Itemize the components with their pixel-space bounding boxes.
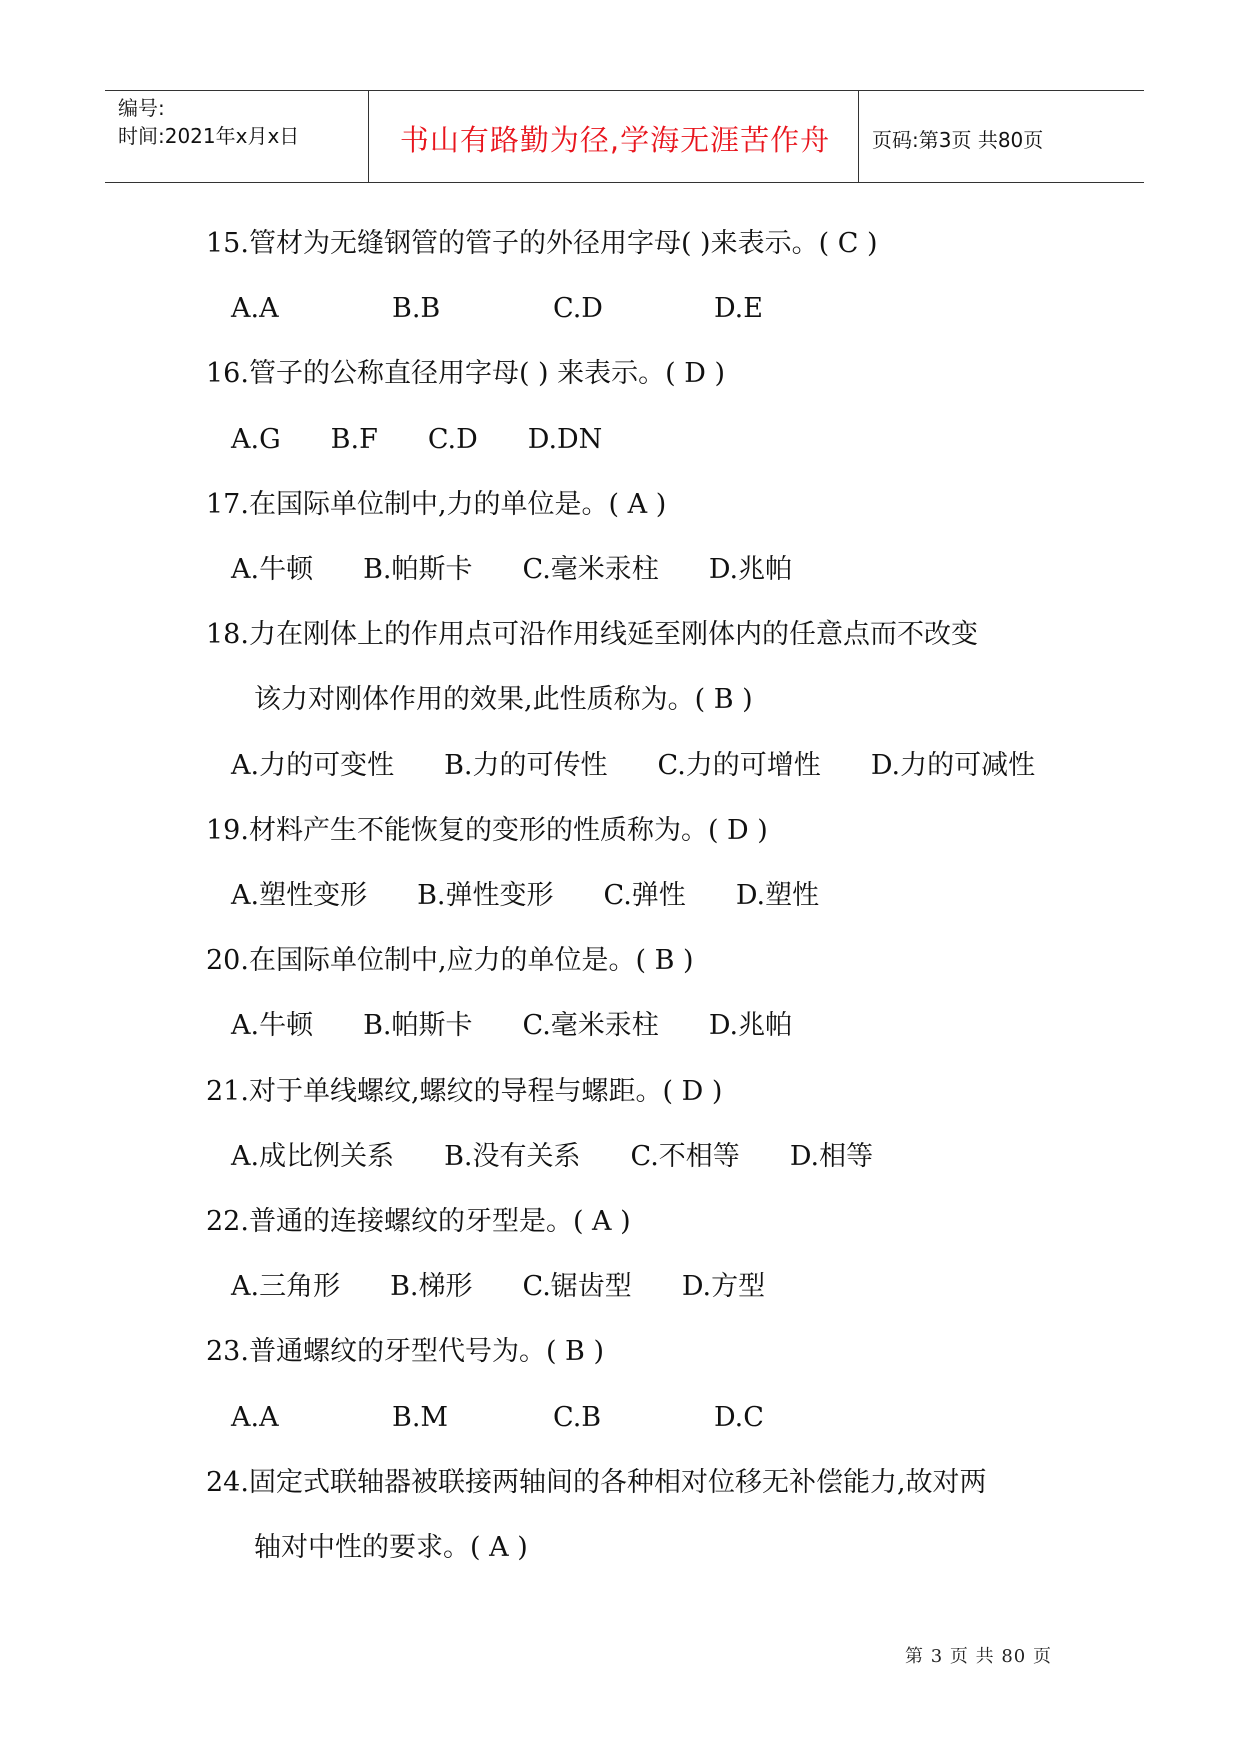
- option-a: A.A: [231, 293, 279, 324]
- option-d: D.力的可减性: [870, 750, 1036, 781]
- option-a: A.G: [231, 424, 281, 455]
- option-a: A.三角形: [231, 1271, 341, 1302]
- option-a: A.牛顿: [231, 554, 314, 585]
- header-bottom-rule: [105, 182, 1144, 183]
- option-b: B.F: [330, 424, 378, 455]
- option-b: B.帕斯卡: [363, 554, 473, 585]
- option-b: B.帕斯卡: [363, 1010, 473, 1041]
- option-b: B.力的可传性: [444, 750, 608, 781]
- question-text: 23.普通螺纹的牙型代号为。( B ): [206, 1336, 605, 1367]
- option-a: A.成比例关系: [231, 1141, 395, 1172]
- question-text-continued: 该力对刚体作用的效果,此性质称为。( B ): [254, 684, 753, 715]
- option-c: C.D: [427, 424, 478, 455]
- header-divider-left: [368, 90, 369, 183]
- question-text: 15.管材为无缝钢管的管子的外径用字母( )来表示。( C ): [206, 228, 878, 259]
- question-text-continued: 轴对中性的要求。( A ): [254, 1532, 528, 1563]
- option-a: A.塑性变形: [231, 880, 368, 911]
- option-c: C.不相等: [630, 1141, 740, 1172]
- option-d: D.DN: [527, 424, 603, 455]
- page-number-label: 页码:第3页 共80页: [872, 128, 1044, 152]
- option-c: C.毫米汞柱: [522, 1010, 659, 1041]
- time-label: 时间:2021年x月x日: [118, 124, 300, 148]
- option-c: C.弹性: [603, 880, 686, 911]
- option-d: D.兆帕: [708, 554, 793, 585]
- question-text: 16.管子的公称直径用字母( ) 来表示。( D ): [206, 358, 726, 389]
- option-c: C.D: [553, 293, 603, 324]
- option-d: D.兆帕: [708, 1010, 793, 1041]
- option-b: B.M: [392, 1402, 449, 1433]
- question-text: 21.对于单线螺纹,螺纹的导程与螺距。( D ): [206, 1076, 723, 1107]
- serial-label: 编号:: [118, 96, 165, 120]
- option-c: C.力的可增性: [657, 750, 821, 781]
- option-d: D.E: [714, 293, 763, 324]
- option-a: A.牛顿: [231, 1010, 314, 1041]
- question-text: 20.在国际单位制中,应力的单位是。( B ): [206, 945, 694, 976]
- header-motto: 书山有路勤为径,学海无涯苦作舟: [399, 123, 831, 157]
- header-divider-right: [858, 90, 859, 183]
- option-c: C.锯齿型: [522, 1271, 632, 1302]
- page-footer: 第 3 页 共 80 页: [905, 1646, 1052, 1667]
- question-text: 22.普通的连接螺纹的牙型是。( A ): [206, 1206, 631, 1237]
- option-b: B.B: [392, 293, 441, 324]
- option-d: D.C: [714, 1402, 764, 1433]
- question-text: 19.材料产生不能恢复的变形的性质称为。( D ): [206, 815, 768, 846]
- option-c: C.毫米汞柱: [522, 554, 659, 585]
- option-c: C.B: [553, 1402, 602, 1433]
- question-text: 24.固定式联轴器被联接两轴间的各种相对位移无补偿能力,故对两: [206, 1467, 987, 1498]
- option-b: B.没有关系: [444, 1141, 581, 1172]
- option-d: D.塑性: [735, 880, 820, 911]
- option-a: A.A: [231, 1402, 279, 1433]
- header-top-rule: [105, 90, 1144, 91]
- option-b: B.弹性变形: [417, 880, 554, 911]
- option-d: D.方型: [681, 1271, 766, 1302]
- option-b: B.梯形: [390, 1271, 473, 1302]
- question-text: 17.在国际单位制中,力的单位是。( A ): [206, 489, 667, 520]
- option-a: A.力的可变性: [231, 750, 395, 781]
- option-d: D.相等: [789, 1141, 874, 1172]
- question-text: 18.力在刚体上的作用点可沿作用线延至刚体内的任意点而不改变: [206, 619, 978, 650]
